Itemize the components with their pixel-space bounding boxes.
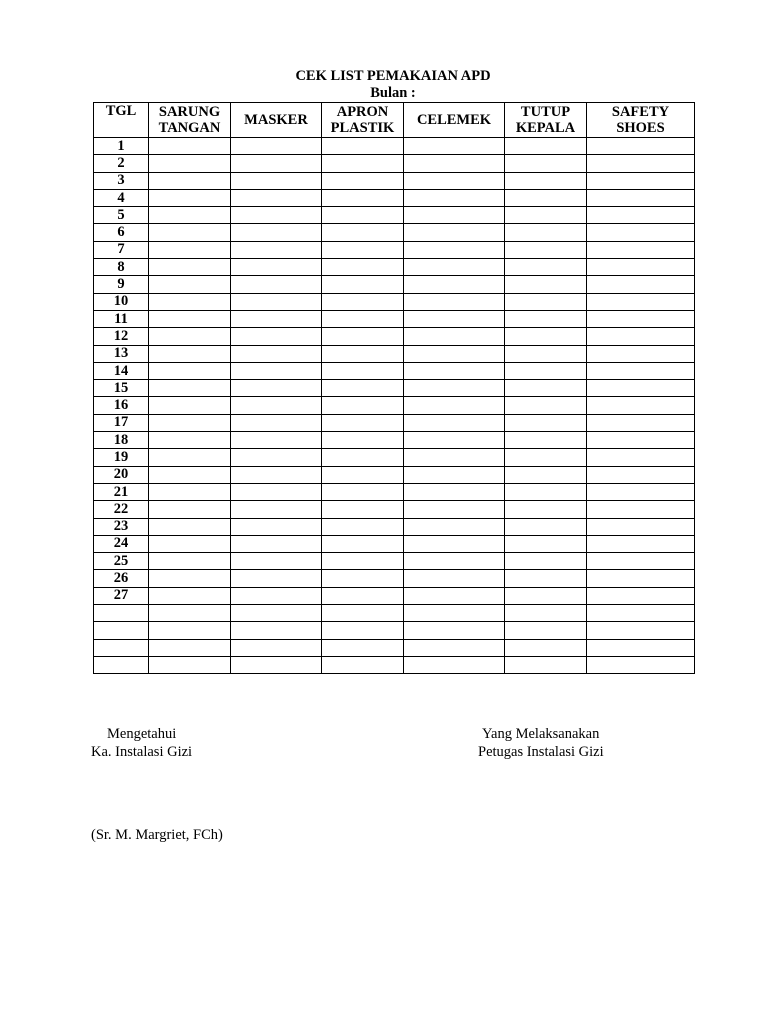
check-cell-safety-shoes[interactable] [587, 622, 695, 639]
check-cell-masker[interactable] [231, 189, 322, 206]
check-cell-tutup-kepala[interactable] [505, 501, 587, 518]
check-cell-masker[interactable] [231, 224, 322, 241]
header-sarung-tangan: SARUNG TANGAN [149, 103, 231, 138]
check-cell-celemek[interactable] [404, 328, 505, 345]
check-cell-apron-plastik[interactable] [322, 587, 404, 604]
acknowledged-label: Mengetahui [107, 726, 177, 742]
check-cell-tutup-kepala[interactable] [505, 207, 587, 224]
check-cell-celemek[interactable] [404, 414, 505, 431]
check-cell-sarung-tangan[interactable] [149, 639, 231, 656]
check-cell-safety-shoes[interactable] [587, 587, 695, 604]
check-cell-masker[interactable] [231, 553, 322, 570]
check-cell-apron-plastik[interactable] [322, 293, 404, 310]
table-row [94, 605, 695, 622]
check-cell-masker[interactable] [231, 345, 322, 362]
date-cell: 20 [94, 466, 149, 483]
check-cell-celemek[interactable] [404, 259, 505, 276]
check-cell-safety-shoes[interactable] [587, 639, 695, 656]
check-cell-tutup-kepala[interactable] [505, 483, 587, 500]
check-cell-safety-shoes[interactable] [587, 172, 695, 189]
check-cell-celemek[interactable] [404, 276, 505, 293]
check-cell-safety-shoes[interactable] [587, 293, 695, 310]
table-row [94, 241, 695, 258]
check-cell-masker[interactable] [231, 466, 322, 483]
table-row [94, 207, 695, 224]
check-cell-celemek[interactable] [404, 224, 505, 241]
check-cell-tutup-kepala[interactable] [505, 397, 587, 414]
check-cell-masker[interactable] [231, 414, 322, 431]
date-cell: 19 [94, 449, 149, 466]
check-cell-sarung-tangan[interactable] [149, 466, 231, 483]
check-cell-tutup-kepala[interactable] [505, 466, 587, 483]
check-cell-sarung-tangan[interactable] [149, 259, 231, 276]
signer-name: (Sr. M. Margriet, FCh) [91, 827, 223, 843]
check-cell-tutup-kepala[interactable] [505, 656, 587, 673]
check-cell-tutup-kepala[interactable] [505, 155, 587, 172]
check-cell-masker[interactable] [231, 605, 322, 622]
check-cell-safety-shoes[interactable] [587, 656, 695, 673]
check-cell-tutup-kepala[interactable] [505, 587, 587, 604]
check-cell-celemek[interactable] [404, 501, 505, 518]
table-row [94, 155, 695, 172]
check-cell-sarung-tangan[interactable] [149, 328, 231, 345]
check-cell-celemek[interactable] [404, 587, 505, 604]
check-cell-apron-plastik[interactable] [322, 328, 404, 345]
check-cell-apron-plastik[interactable] [322, 241, 404, 258]
check-cell-apron-plastik[interactable] [322, 155, 404, 172]
check-cell-apron-plastik[interactable] [322, 518, 404, 535]
check-cell-masker[interactable] [231, 362, 322, 379]
date-cell: 9 [94, 276, 149, 293]
check-cell-safety-shoes[interactable] [587, 432, 695, 449]
check-cell-sarung-tangan[interactable] [149, 553, 231, 570]
check-cell-safety-shoes[interactable] [587, 501, 695, 518]
date-cell [94, 605, 149, 622]
check-cell-safety-shoes[interactable] [587, 553, 695, 570]
check-cell-celemek[interactable] [404, 362, 505, 379]
check-cell-celemek[interactable] [404, 345, 505, 362]
check-cell-safety-shoes[interactable] [587, 328, 695, 345]
check-cell-celemek[interactable] [404, 570, 505, 587]
check-cell-celemek[interactable] [404, 466, 505, 483]
check-cell-apron-plastik[interactable] [322, 449, 404, 466]
check-cell-tutup-kepala[interactable] [505, 362, 587, 379]
check-cell-masker[interactable] [231, 639, 322, 656]
check-cell-sarung-tangan[interactable] [149, 224, 231, 241]
table-row [94, 466, 695, 483]
table-row [94, 622, 695, 639]
check-cell-apron-plastik[interactable] [322, 432, 404, 449]
check-cell-masker[interactable] [231, 138, 322, 155]
check-cell-sarung-tangan[interactable] [149, 241, 231, 258]
check-cell-masker[interactable] [231, 622, 322, 639]
executed-by-block [478, 726, 604, 761]
check-cell-safety-shoes[interactable] [587, 518, 695, 535]
check-cell-celemek[interactable] [404, 380, 505, 397]
check-cell-masker[interactable] [231, 155, 322, 172]
check-cell-safety-shoes[interactable] [587, 241, 695, 258]
check-cell-sarung-tangan[interactable] [149, 605, 231, 622]
check-cell-safety-shoes[interactable] [587, 414, 695, 431]
check-cell-apron-plastik[interactable] [322, 535, 404, 552]
check-cell-celemek[interactable] [404, 553, 505, 570]
check-cell-sarung-tangan[interactable] [149, 345, 231, 362]
table-row [94, 259, 695, 276]
check-cell-sarung-tangan[interactable] [149, 380, 231, 397]
check-cell-celemek[interactable] [404, 172, 505, 189]
check-cell-sarung-tangan[interactable] [149, 362, 231, 379]
check-cell-masker[interactable] [231, 328, 322, 345]
table-row [94, 587, 695, 604]
check-cell-safety-shoes[interactable] [587, 483, 695, 500]
check-cell-tutup-kepala[interactable] [505, 345, 587, 362]
check-cell-sarung-tangan[interactable] [149, 570, 231, 587]
nutrition-officer-label: Petugas Instalasi Gizi [478, 743, 604, 760]
check-cell-sarung-tangan[interactable] [149, 172, 231, 189]
check-cell-sarung-tangan[interactable] [149, 276, 231, 293]
check-cell-masker[interactable] [231, 207, 322, 224]
date-cell: 15 [94, 380, 149, 397]
check-cell-masker[interactable] [231, 656, 322, 673]
date-cell: 25 [94, 553, 149, 570]
check-cell-sarung-tangan[interactable] [149, 397, 231, 414]
date-cell: 21 [94, 483, 149, 500]
check-cell-masker[interactable] [231, 501, 322, 518]
check-cell-celemek[interactable] [404, 189, 505, 206]
date-cell: 11 [94, 310, 149, 327]
table-row [94, 518, 695, 535]
check-cell-celemek[interactable] [404, 241, 505, 258]
date-cell: 12 [94, 328, 149, 345]
header-masker: MASKER [231, 103, 322, 138]
date-cell: 26 [94, 570, 149, 587]
table-row [94, 432, 695, 449]
check-cell-masker[interactable] [231, 483, 322, 500]
check-cell-tutup-kepala[interactable] [505, 449, 587, 466]
check-cell-apron-plastik[interactable] [322, 414, 404, 431]
check-cell-sarung-tangan[interactable] [149, 483, 231, 500]
date-cell: 24 [94, 535, 149, 552]
executor-label: Yang Melaksanakan [482, 726, 600, 742]
check-cell-celemek[interactable] [404, 518, 505, 535]
check-cell-safety-shoes[interactable] [587, 397, 695, 414]
check-cell-apron-plastik[interactable] [322, 553, 404, 570]
check-cell-safety-shoes[interactable] [587, 380, 695, 397]
check-cell-masker[interactable] [231, 172, 322, 189]
check-cell-sarung-tangan[interactable] [149, 138, 231, 155]
check-cell-masker[interactable] [231, 432, 322, 449]
check-cell-tutup-kepala[interactable] [505, 172, 587, 189]
check-cell-safety-shoes[interactable] [587, 310, 695, 327]
check-cell-masker[interactable] [231, 310, 322, 327]
check-cell-apron-plastik[interactable] [322, 605, 404, 622]
check-cell-celemek[interactable] [404, 639, 505, 656]
date-cell: 13 [94, 345, 149, 362]
check-cell-tutup-kepala[interactable] [505, 328, 587, 345]
header-tutup-kepala: TUTUP KEPALA [505, 103, 587, 138]
date-cell: 7 [94, 241, 149, 258]
check-cell-safety-shoes[interactable] [587, 207, 695, 224]
check-cell-safety-shoes[interactable] [587, 259, 695, 276]
check-cell-tutup-kepala[interactable] [505, 570, 587, 587]
table-row [94, 224, 695, 241]
table-row [94, 276, 695, 293]
check-cell-apron-plastik[interactable] [322, 207, 404, 224]
check-cell-sarung-tangan[interactable] [149, 449, 231, 466]
header-celemek: CELEMEK [404, 103, 505, 138]
date-cell: 18 [94, 432, 149, 449]
check-cell-tutup-kepala[interactable] [505, 605, 587, 622]
date-cell: 4 [94, 189, 149, 206]
check-cell-safety-shoes[interactable] [587, 535, 695, 552]
check-cell-apron-plastik[interactable] [322, 380, 404, 397]
check-cell-sarung-tangan[interactable] [149, 518, 231, 535]
check-cell-tutup-kepala[interactable] [505, 241, 587, 258]
table-row [94, 656, 695, 673]
table-row [94, 345, 695, 362]
check-cell-celemek[interactable] [404, 138, 505, 155]
check-cell-tutup-kepala[interactable] [505, 414, 587, 431]
table-row [94, 380, 695, 397]
check-cell-tutup-kepala[interactable] [505, 432, 587, 449]
date-cell: 27 [94, 587, 149, 604]
check-cell-masker[interactable] [231, 535, 322, 552]
check-cell-apron-plastik[interactable] [322, 310, 404, 327]
check-cell-masker[interactable] [231, 380, 322, 397]
check-cell-safety-shoes[interactable] [587, 466, 695, 483]
check-cell-apron-plastik[interactable] [322, 639, 404, 656]
check-cell-apron-plastik[interactable] [322, 501, 404, 518]
header-apron-plastik: APRON PLASTIK [322, 103, 404, 138]
check-cell-safety-shoes[interactable] [587, 605, 695, 622]
date-cell: 23 [94, 518, 149, 535]
check-cell-sarung-tangan[interactable] [149, 310, 231, 327]
check-cell-celemek[interactable] [404, 483, 505, 500]
check-cell-apron-plastik[interactable] [322, 570, 404, 587]
month-label: Bulan : [370, 85, 416, 101]
acknowledged-by-block [91, 726, 192, 761]
check-cell-apron-plastik[interactable] [322, 397, 404, 414]
check-cell-safety-shoes[interactable] [587, 345, 695, 362]
check-cell-tutup-kepala[interactable] [505, 138, 587, 155]
check-cell-apron-plastik[interactable] [322, 622, 404, 639]
check-cell-sarung-tangan[interactable] [149, 587, 231, 604]
check-cell-apron-plastik[interactable] [322, 138, 404, 155]
check-cell-masker[interactable] [231, 293, 322, 310]
check-cell-safety-shoes[interactable] [587, 276, 695, 293]
check-cell-apron-plastik[interactable] [322, 362, 404, 379]
date-cell: 3 [94, 172, 149, 189]
check-cell-tutup-kepala[interactable] [505, 639, 587, 656]
head-of-nutrition-label: Ka. Instalasi Gizi [91, 743, 193, 760]
check-cell-sarung-tangan[interactable] [149, 293, 231, 310]
date-cell: 6 [94, 224, 149, 241]
check-cell-sarung-tangan[interactable] [149, 207, 231, 224]
check-cell-tutup-kepala[interactable] [505, 535, 587, 552]
table-row [94, 553, 695, 570]
check-cell-masker[interactable] [231, 397, 322, 414]
check-cell-sarung-tangan[interactable] [149, 622, 231, 639]
check-cell-sarung-tangan[interactable] [149, 535, 231, 552]
table-row [94, 501, 695, 518]
check-cell-safety-shoes[interactable] [587, 449, 695, 466]
apd-checklist-table [93, 102, 695, 674]
date-cell: 2 [94, 155, 149, 172]
check-cell-celemek[interactable] [404, 656, 505, 673]
date-cell: 22 [94, 501, 149, 518]
table-row [94, 362, 695, 379]
check-cell-apron-plastik[interactable] [322, 276, 404, 293]
table-row [94, 138, 695, 155]
check-cell-tutup-kepala[interactable] [505, 259, 587, 276]
table-row [94, 483, 695, 500]
check-cell-masker[interactable] [231, 570, 322, 587]
date-cell: 8 [94, 259, 149, 276]
check-cell-sarung-tangan[interactable] [149, 501, 231, 518]
table-row [94, 328, 695, 345]
check-cell-safety-shoes[interactable] [587, 362, 695, 379]
date-cell: 5 [94, 207, 149, 224]
date-cell [94, 622, 149, 639]
check-cell-safety-shoes[interactable] [587, 224, 695, 241]
check-cell-tutup-kepala[interactable] [505, 553, 587, 570]
date-cell: 17 [94, 414, 149, 431]
check-cell-sarung-tangan[interactable] [149, 656, 231, 673]
date-cell: 16 [94, 397, 149, 414]
date-cell [94, 639, 149, 656]
date-cell: 14 [94, 362, 149, 379]
check-cell-celemek[interactable] [404, 397, 505, 414]
check-cell-masker[interactable] [231, 259, 322, 276]
check-cell-tutup-kepala[interactable] [505, 189, 587, 206]
table-header-row [94, 103, 695, 138]
check-cell-masker[interactable] [231, 587, 322, 604]
check-cell-celemek[interactable] [404, 449, 505, 466]
header-safety-shoes: SAFETY SHOES [587, 103, 695, 138]
check-cell-tutup-kepala[interactable] [505, 310, 587, 327]
check-cell-sarung-tangan[interactable] [149, 155, 231, 172]
table-body [94, 138, 695, 674]
check-cell-sarung-tangan[interactable] [149, 432, 231, 449]
check-cell-apron-plastik[interactable] [322, 466, 404, 483]
check-cell-sarung-tangan[interactable] [149, 414, 231, 431]
check-cell-masker[interactable] [231, 518, 322, 535]
table-row [94, 172, 695, 189]
check-cell-celemek[interactable] [404, 605, 505, 622]
table-row [94, 414, 695, 431]
check-cell-celemek[interactable] [404, 293, 505, 310]
check-cell-sarung-tangan[interactable] [149, 189, 231, 206]
check-cell-celemek[interactable] [404, 432, 505, 449]
check-cell-celemek[interactable] [404, 310, 505, 327]
check-cell-celemek[interactable] [404, 207, 505, 224]
check-cell-masker[interactable] [231, 276, 322, 293]
date-cell: 10 [94, 293, 149, 310]
check-cell-safety-shoes[interactable] [587, 155, 695, 172]
check-cell-celemek[interactable] [404, 622, 505, 639]
table-row [94, 449, 695, 466]
check-cell-apron-plastik[interactable] [322, 259, 404, 276]
header-tgl: TGL [94, 103, 149, 138]
check-cell-apron-plastik[interactable] [322, 189, 404, 206]
table-row [94, 189, 695, 206]
check-cell-celemek[interactable] [404, 535, 505, 552]
table-row [94, 293, 695, 310]
check-cell-tutup-kepala[interactable] [505, 224, 587, 241]
check-cell-safety-shoes[interactable] [587, 570, 695, 587]
check-cell-tutup-kepala[interactable] [505, 293, 587, 310]
table-row [94, 397, 695, 414]
table-row [94, 535, 695, 552]
check-cell-safety-shoes[interactable] [587, 189, 695, 206]
check-cell-safety-shoes[interactable] [587, 138, 695, 155]
check-cell-tutup-kepala[interactable] [505, 380, 587, 397]
table-row [94, 570, 695, 587]
check-cell-tutup-kepala[interactable] [505, 276, 587, 293]
check-cell-tutup-kepala[interactable] [505, 622, 587, 639]
table-row [94, 639, 695, 656]
check-cell-apron-plastik[interactable] [322, 483, 404, 500]
check-cell-tutup-kepala[interactable] [505, 518, 587, 535]
document-title: CEK LIST PEMAKAIAN APD [295, 68, 491, 84]
check-cell-apron-plastik[interactable] [322, 224, 404, 241]
check-cell-masker[interactable] [231, 241, 322, 258]
table-row [94, 310, 695, 327]
check-cell-apron-plastik[interactable] [322, 172, 404, 189]
check-cell-masker[interactable] [231, 449, 322, 466]
date-cell [94, 656, 149, 673]
date-cell: 1 [94, 138, 149, 155]
check-cell-apron-plastik[interactable] [322, 656, 404, 673]
check-cell-apron-plastik[interactable] [322, 345, 404, 362]
check-cell-celemek[interactable] [404, 155, 505, 172]
